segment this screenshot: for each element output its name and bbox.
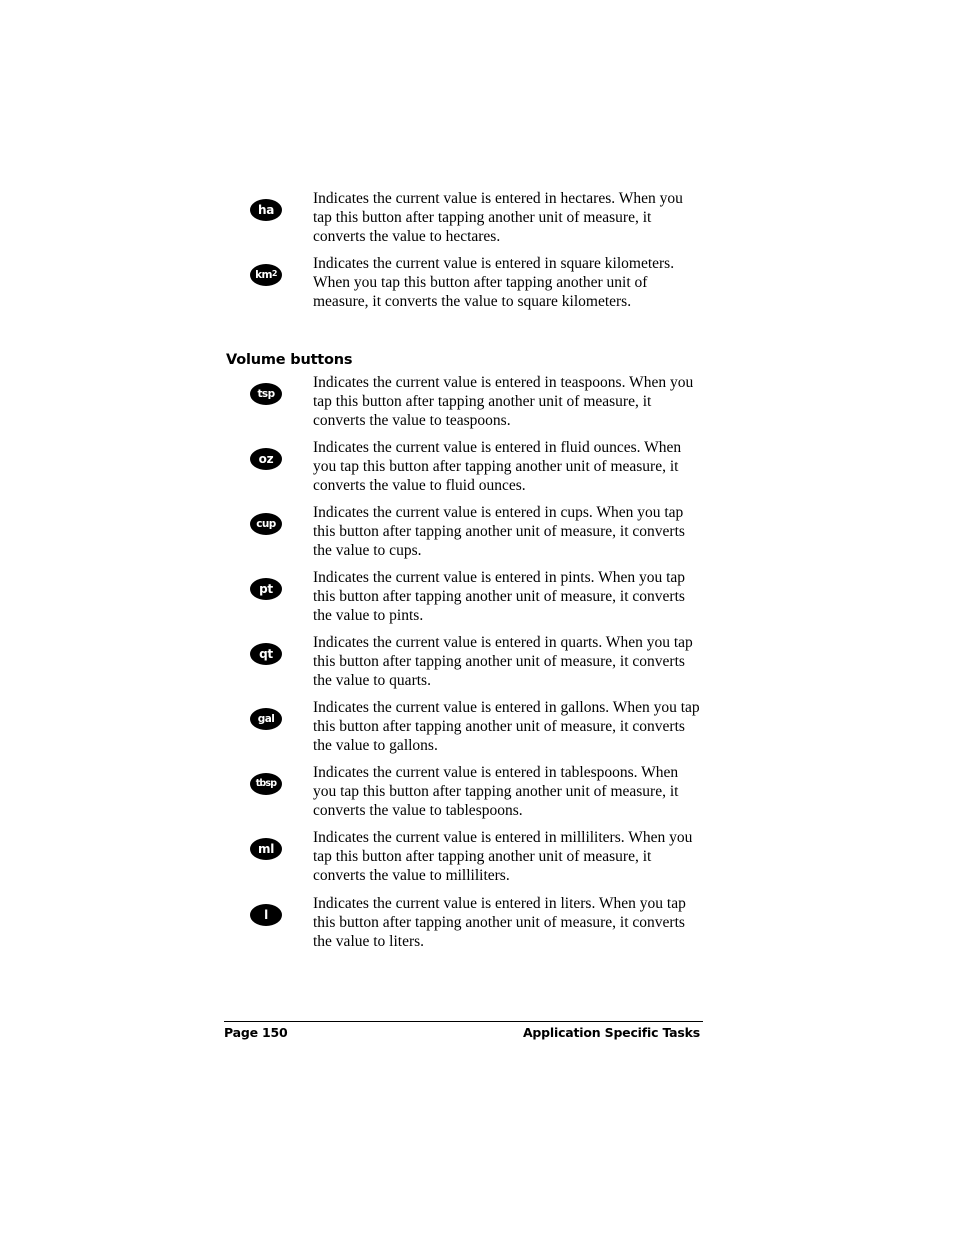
gallons-description: Indicates the current value is entered in gallons. When you tap this button after tapping another unit of measure, it converts the value to gallons. — [313, 699, 700, 754]
teaspoons-button-icon: tsp — [250, 383, 282, 405]
liters-description: Indicates the current value is entered in liters. When you tap this button after tapping another unit of measure, it converts the value to liters. — [313, 895, 686, 950]
liters-button-icon: l — [250, 904, 282, 926]
hectares-button-icon: ha — [250, 199, 282, 221]
tablespoons-button-icon: tbsp — [250, 773, 282, 795]
cups-description: Indicates the current value is entered in cups. When you tap this button after tapping another unit of measure, it converts the value to cups. — [313, 504, 685, 559]
square-kilometers-button-icon: km $^2$ — [250, 264, 282, 286]
tablespoons-description: Indicates the current value is entered in tablespoons. When you tap this button after tapping another unit of measure, it converts the value to tablespoons. — [313, 764, 679, 819]
teaspoons-description: Indicates the current value is entered in teaspoons. When you tap this button after tapping another unit of measure, it converts the value to teaspoons. — [313, 374, 694, 429]
fluid-ounces-description: Indicates the current value is entered in fluid ounces. When you tap this button after tapping another unit of measure, it converts the value to fluid ounces. — [313, 439, 682, 494]
pints-button-icon: pt — [250, 578, 282, 600]
volume-buttons-heading: Volume buttons — [226, 352, 353, 368]
cups-button-icon: cup — [250, 513, 282, 535]
hectares-description: Indicates the current value is entered in hectares. When you tap this button after tapping another unit of measure, it converts the value to hectares. — [313, 190, 683, 245]
milliliters-description: Indicates the current value is entered in milliliters. When you tap this button after tapping another unit of measure, it converts the value to milliliters. — [313, 829, 693, 884]
footer-divider — [224, 1021, 703, 1022]
page-number: Page 150 — [224, 1025, 288, 1040]
quarts-description: Indicates the current value is entered in quarts. When you tap this button after tapping another unit of measure, it converts the value to quarts. — [313, 634, 693, 689]
pints-description: Indicates the current value is entered in pints. When you tap this button after tapping another unit of measure, it converts the value to pints. — [313, 569, 686, 624]
gallons-button-icon: gal — [250, 708, 282, 730]
quarts-button-icon: qt — [250, 643, 282, 665]
square-kilometers-description: Indicates the current value is entered in square kilometers. When you tap this button after tapping another unit of measure, it converts the value to square kilometers. — [313, 255, 675, 310]
milliliters-button-icon: ml — [250, 838, 282, 860]
square-kilometers-icon-label: km — [255, 268, 272, 281]
chapter-title: Application Specific Tasks — [522, 1025, 700, 1040]
fluid-ounces-button-icon: oz — [250, 448, 282, 470]
